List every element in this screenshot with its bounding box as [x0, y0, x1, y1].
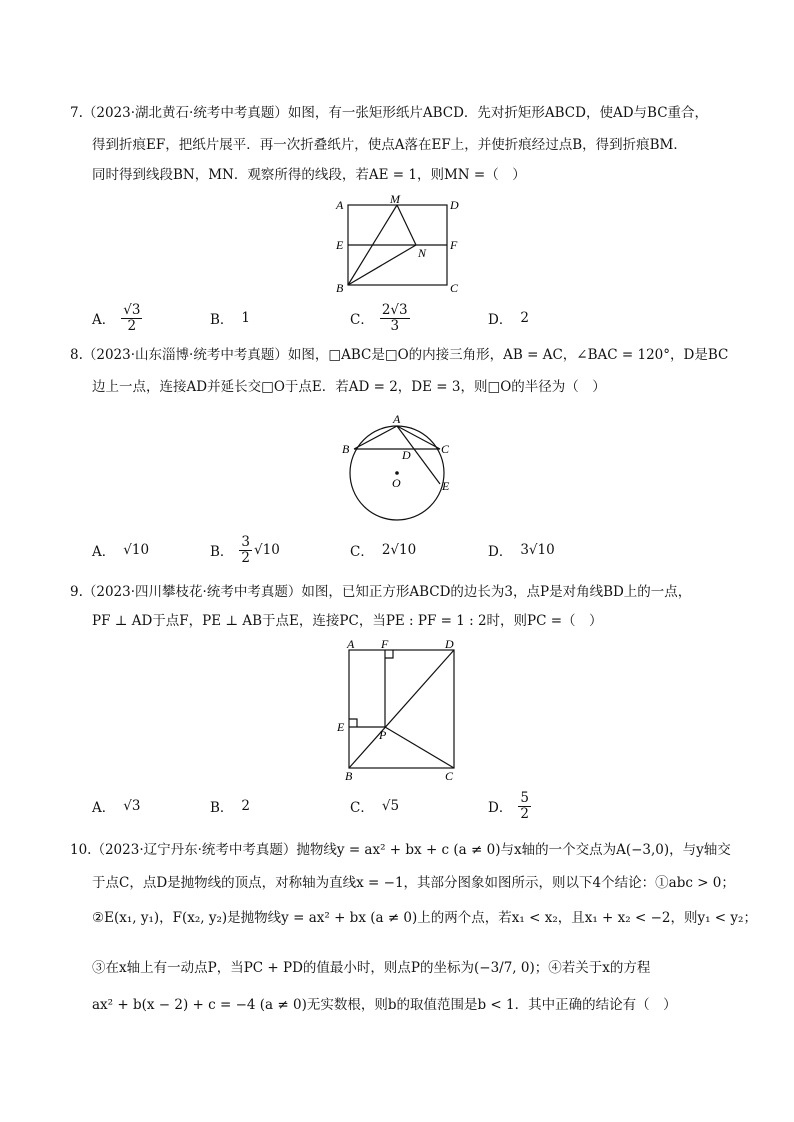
- q8-label-d: D: [402, 448, 411, 462]
- q9-label-f: F: [381, 640, 389, 651]
- q9-label-b: B: [345, 769, 353, 780]
- q9-line-1: 9.（2023·四川攀枝花·统考中考真题）如图，已知正方形ABCD的边长为3，点P是对角线BD上的一点，: [70, 584, 692, 600]
- q7-option-a[interactable]: A． $\frac{√3}{2}$: [92, 301, 141, 334]
- q9-label-c: C: [445, 769, 454, 780]
- q9-right-angle-f: [385, 650, 393, 658]
- q9-label-p: P: [379, 728, 387, 742]
- q8-line-ab: [354, 426, 397, 449]
- q8-line-1: 8.（2023·山东淄博·统考中考真题）如图，□ABC是□O的内接三角形，AB = AC，∠BAC = 120°，D是BC: [70, 347, 729, 363]
- q7-figure: [330, 192, 465, 294]
- q8-label-c: C: [441, 442, 450, 456]
- q9-label-d: D: [445, 640, 454, 651]
- q9-line-pc: [385, 727, 454, 768]
- q10-line-4: ③在x轴上有一动点P，当PC + PD的值最小时，则点P的坐标为(−3/7, 0)；④若关于x的方程: [92, 960, 651, 976]
- q9-options: [92, 788, 652, 824]
- q9-label-a: A: [347, 640, 355, 651]
- q8-line-2: 边上一点，连接AD并延长交□O于点E．若AD = 2，DE = 3，则□O的半径为（ ）: [92, 379, 606, 395]
- q7-line-bn: [348, 245, 416, 285]
- q7-line-1: 7.（2023·湖北黄石·统考中考真题）如图，有一张矩形纸片ABCD．先对折矩形ABCD，使AD与BC重合，: [70, 105, 709, 121]
- q7-label-n: N: [418, 246, 427, 260]
- q8-option-d[interactable]: D． 3√10: [488, 542, 555, 560]
- q8-label-o: O: [392, 476, 401, 490]
- q7-option-d[interactable]: D． 2: [488, 310, 529, 328]
- q8-option-b[interactable]: B． $\frac{3}{2}$ √10: [210, 533, 280, 566]
- q8-option-a[interactable]: A． √10: [92, 542, 150, 560]
- q9-right-angle-e: [349, 719, 357, 727]
- q7-options: [92, 300, 652, 336]
- q8-label-a: A: [393, 412, 401, 426]
- q9-option-d[interactable]: D． $\frac{5}{2}$: [488, 789, 529, 822]
- q8-line-ac: [397, 426, 440, 449]
- q10-line-5: ax² + b(x − 2) + c = −4 (a ≠ 0)无实数根，则b的取值范围是b < 1．其中正确的结论有（ ）: [92, 997, 677, 1013]
- q8-option-c[interactable]: C． 2√10: [350, 542, 417, 560]
- q9-line-2: PF ⊥ AD于点F，PE ⊥ AB于点E，连接PC，当PE : PF = 1 : 2时，则PC =（ ）: [92, 613, 603, 629]
- q9-diagonal-bd: [349, 650, 454, 768]
- q7-line-2: 得到折痕EF，把纸片展平．再一次折叠纸片，使点A落在EF上，并使折痕经过点B，得到折痕BM．: [92, 137, 687, 153]
- q7-line-3: 同时得到线段BN，MN．观察所得的线段，若AE = 1，则MN =（ ）: [92, 167, 526, 183]
- q9-option-c[interactable]: C． √5: [350, 798, 400, 816]
- q8-figure: [340, 412, 455, 524]
- q7-line-mn: [397, 205, 416, 245]
- q8-label-e: E: [442, 479, 450, 493]
- q10-line-2: 于点C，点D是抛物线的顶点，对称轴为直线x = −1，其部分图象如图所示，则以下4个结论：①abc > 0；: [92, 875, 735, 891]
- q7-option-c[interactable]: C． $\frac{2√3}{3}$: [350, 301, 408, 334]
- q7-label-e: E: [336, 238, 344, 252]
- q7-label-c: C: [450, 281, 459, 294]
- q8-options: [92, 532, 652, 568]
- q7-label-f: F: [450, 238, 458, 252]
- q10-line-3: ②E(x₁, y₁)，F(x₂, y₂)是抛物线y = ax² + bx (a ≠ 0)上的两个点，若x₁ < x₂，且x₁ + x₂ < −2，则y₁ < y₂；: [92, 910, 757, 926]
- q7-label-m: M: [390, 192, 400, 206]
- q10-line-1: 10.（2023·辽宁丹东·统考中考真题）抛物线y = ax² + bx + c (a ≠ 0)与x轴的一个交点为A(−3,0)，与y轴交: [70, 842, 731, 858]
- q9-option-a[interactable]: A． √3: [92, 798, 141, 816]
- q7-option-b[interactable]: B． 1: [210, 310, 251, 328]
- q8-label-b: B: [342, 442, 350, 456]
- q9-label-e: E: [337, 720, 345, 734]
- q7-label-d: D: [450, 198, 459, 212]
- q7-label-b: B: [336, 281, 344, 294]
- q8-center-dot: [395, 471, 399, 475]
- q9-option-b[interactable]: B． 2: [210, 798, 251, 816]
- q9-figure: [335, 640, 465, 780]
- q7-label-a: A: [336, 198, 344, 212]
